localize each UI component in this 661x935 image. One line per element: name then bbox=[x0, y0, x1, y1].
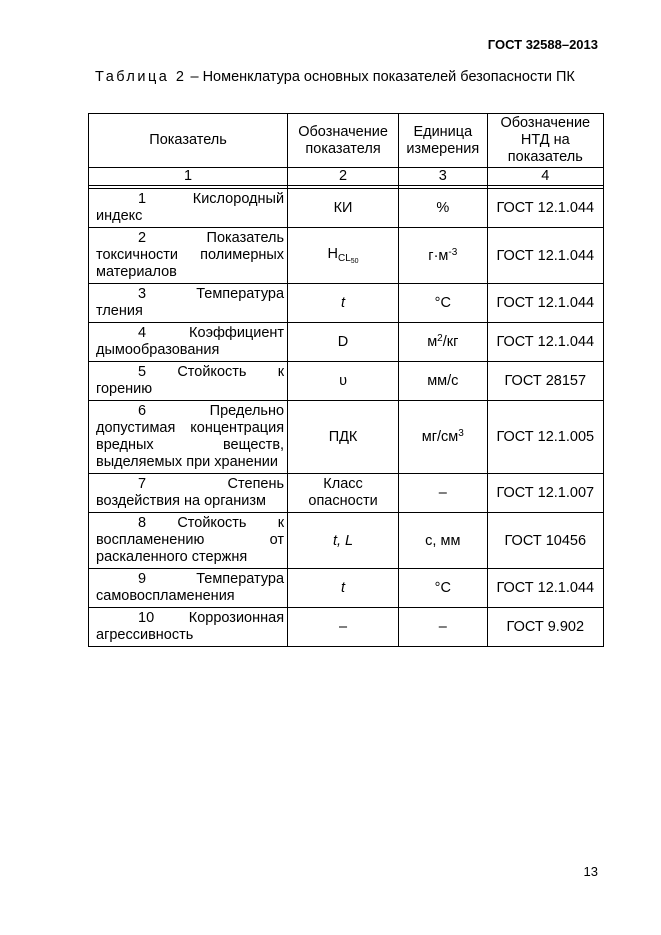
designation-cell: – bbox=[288, 608, 399, 647]
table-row bbox=[89, 401, 604, 474]
column-header-designation: Обозначение показателя bbox=[288, 114, 399, 168]
designation-cell: D bbox=[288, 323, 399, 362]
indicator-name: 2 Показатель токсичности полимерных материалов bbox=[96, 230, 285, 280]
ntd-cell: ГОСТ 12.1.007 bbox=[487, 474, 603, 513]
table-header-row bbox=[89, 114, 604, 168]
indicator-name: 7 Степень воздействия на организм bbox=[96, 476, 285, 509]
designation-subscript bbox=[338, 253, 359, 264]
designation-symbol: t bbox=[341, 295, 346, 311]
table-row bbox=[89, 513, 604, 569]
unit-cell: °C bbox=[399, 569, 488, 608]
indicator-cell bbox=[89, 608, 288, 647]
column-number: 1 bbox=[89, 168, 288, 186]
indicator-cell bbox=[89, 284, 288, 323]
unit-cell: мм/с bbox=[399, 362, 488, 401]
indicator-cell bbox=[89, 228, 288, 284]
column-header-unit: Единица измерения bbox=[399, 114, 488, 168]
unit-cell bbox=[399, 323, 488, 362]
ntd-cell: ГОСТ 12.1.044 bbox=[487, 284, 603, 323]
ntd-cell: ГОСТ 12.1.044 bbox=[487, 569, 603, 608]
indicator-cell bbox=[89, 323, 288, 362]
unit-tail: /кг bbox=[442, 334, 459, 350]
column-number: 4 bbox=[487, 168, 603, 186]
ntd-cell: ГОСТ 28157 bbox=[487, 362, 603, 401]
unit-cell: с, мм bbox=[399, 513, 488, 569]
unit-superscript: 2 bbox=[437, 333, 443, 344]
indicator-name: 6 Предельно допустимая концентрация вредных веществ, выделяемых при хранении bbox=[96, 403, 285, 470]
indicator-name: 4 Коэффициент дымообразования bbox=[96, 325, 285, 358]
designation-cell: КИ bbox=[288, 189, 399, 228]
designation-cell: υ bbox=[288, 362, 399, 401]
designation-subsubscript: 50 bbox=[350, 258, 359, 265]
table-caption-label: Таблица 2 bbox=[95, 69, 187, 85]
designation-cell bbox=[288, 569, 399, 608]
indicator-cell bbox=[89, 569, 288, 608]
ntd-cell: ГОСТ 9.902 bbox=[487, 608, 603, 647]
indicator-name: 8 Стойкость к воспламенению от раскаленного стержня bbox=[96, 515, 285, 565]
unit-superscript: -3 bbox=[448, 246, 458, 258]
column-number-row bbox=[89, 168, 604, 186]
ntd-cell: ГОСТ 12.1.044 bbox=[487, 189, 603, 228]
unit-cell: – bbox=[399, 474, 488, 513]
indicator-name: 9 Температура самовоспламенения bbox=[96, 571, 285, 604]
designation-cell: ПДК bbox=[288, 401, 399, 474]
unit-cell bbox=[399, 228, 488, 284]
ntd-cell: ГОСТ 12.1.044 bbox=[487, 228, 603, 284]
table-row bbox=[89, 189, 604, 228]
column-number: 2 bbox=[288, 168, 399, 186]
page-number: 13 bbox=[583, 864, 598, 879]
table-row bbox=[89, 362, 604, 401]
table-caption bbox=[95, 68, 599, 86]
ntd-cell: ГОСТ 12.1.005 bbox=[487, 401, 603, 474]
indicator-name: 5 Стойкость к горению bbox=[96, 364, 285, 397]
indicator-cell bbox=[89, 189, 288, 228]
designation-cell bbox=[288, 513, 399, 569]
designation-symbol: t, L bbox=[332, 532, 354, 549]
table-caption-text: – Номенклатура основных показателей безопасности ПК bbox=[190, 69, 575, 85]
table-row bbox=[89, 228, 604, 284]
indicator-cell bbox=[89, 474, 288, 513]
designation-symbol: t bbox=[341, 580, 346, 596]
standard-code: ГОСТ 32588–2013 bbox=[487, 37, 598, 52]
table-row bbox=[89, 474, 604, 513]
table-row bbox=[89, 323, 604, 362]
unit-base: мг/см bbox=[421, 429, 459, 445]
indicator-name: 1 Кислородный индекс bbox=[96, 191, 285, 224]
designation-cell bbox=[288, 228, 399, 284]
designation-subscript-text: CL bbox=[337, 253, 351, 264]
column-number: 3 bbox=[399, 168, 488, 186]
table-row bbox=[89, 608, 604, 647]
unit-cell: % bbox=[399, 189, 488, 228]
ntd-cell: ГОСТ 10456 bbox=[487, 513, 603, 569]
designation-cell: Класс опасности bbox=[288, 474, 399, 513]
table-row bbox=[89, 569, 604, 608]
column-header-indicator: Показатель bbox=[89, 114, 288, 168]
column-header-ntd: Обозначение НТД на показатель bbox=[487, 114, 603, 168]
table-row bbox=[89, 284, 604, 323]
unit-base: г·м bbox=[428, 247, 449, 264]
unit-superscript: 3 bbox=[458, 428, 464, 439]
unit-cell bbox=[399, 401, 488, 474]
indicator-cell bbox=[89, 513, 288, 569]
designation-cell bbox=[288, 284, 399, 323]
indicator-name: 3 Температура тления bbox=[96, 286, 285, 319]
ntd-cell: ГОСТ 12.1.044 bbox=[487, 323, 603, 362]
indicator-name: 10 Коррозионная агрессивность bbox=[96, 610, 285, 643]
unit-base: м bbox=[427, 334, 438, 350]
unit-cell: – bbox=[399, 608, 488, 647]
designation-symbol: H bbox=[327, 246, 338, 262]
indicator-cell bbox=[89, 362, 288, 401]
unit-cell: °C bbox=[399, 284, 488, 323]
indicator-cell bbox=[89, 401, 288, 474]
safety-indicators-table bbox=[88, 113, 604, 647]
